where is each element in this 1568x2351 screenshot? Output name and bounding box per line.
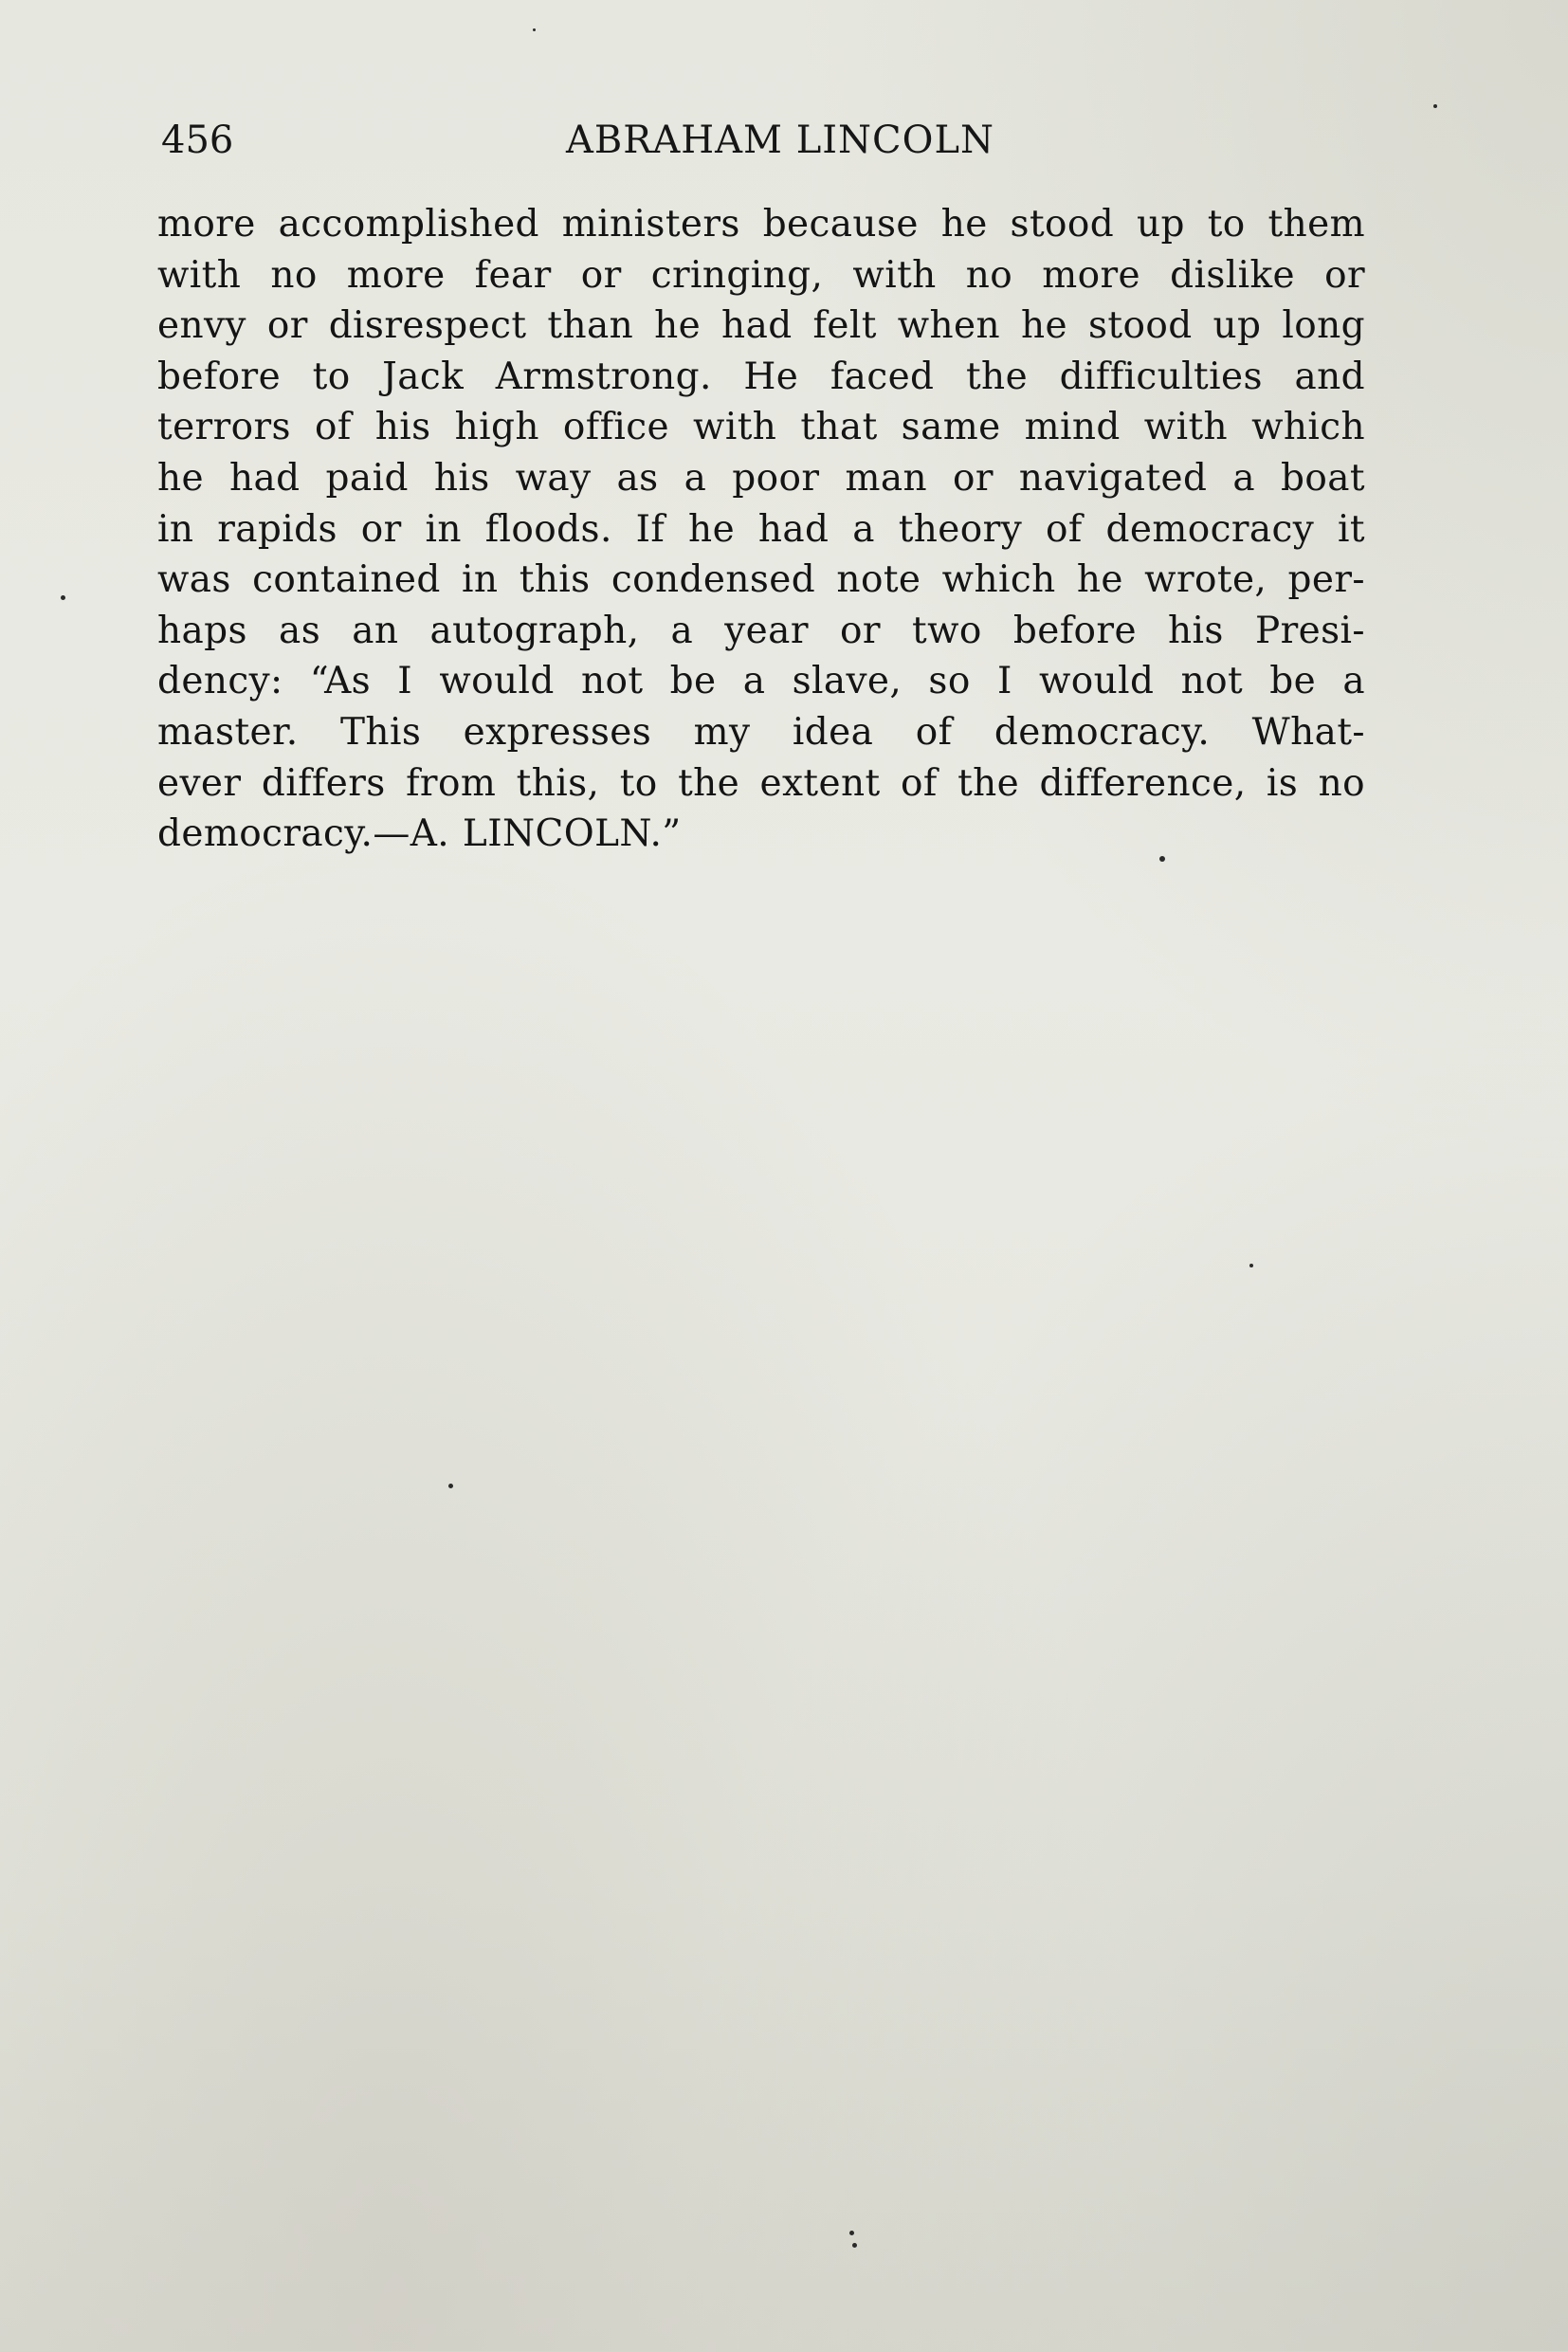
ink-speck (1249, 1264, 1253, 1267)
ink-speck (448, 1484, 453, 1488)
text-line: in rapids or in floods. If he had a theory of democracy it (157, 507, 1365, 551)
ink-speck (849, 2231, 854, 2235)
page-number: 456 (161, 118, 234, 162)
running-head (161, 112, 1361, 169)
text-line: more accomplished ministers because he stood up to them (157, 203, 1365, 246)
ink-speck (533, 28, 536, 31)
text-line: was contained in this condensed note which he wrote, per- (157, 558, 1365, 602)
ink-speck (1433, 104, 1437, 108)
ink-speck (852, 2243, 857, 2248)
text-line: before to Jack Armstrong. He faced the difficulties and (157, 355, 1365, 398)
ink-speck (1159, 856, 1165, 862)
text-line: master. This expresses my idea of democracy. What- (157, 710, 1365, 754)
text-line: envy or disrespect than he had felt when he stood up long (157, 304, 1365, 348)
text-line: with no more fear or cringing, with no more dislike or (157, 253, 1365, 297)
text-line: democracy.—A. LINCOLN.” (157, 812, 682, 856)
running-title: ABRAHAM LINCOLN (565, 118, 995, 162)
text-line: he had paid his way as a poor man or navigated a boat (157, 456, 1365, 500)
text-line: haps as an autograph, a year or two before his Presi- (157, 609, 1365, 652)
body-paragraph (157, 199, 1365, 860)
text-line: terrors of his high office with that same mind with which (157, 406, 1365, 449)
ink-speck (61, 595, 65, 600)
text-line: ever differs from this, to the extent of the difference, is no (157, 761, 1365, 805)
text-line: dency: “As I would not be a slave, so I would not be a (157, 660, 1365, 703)
